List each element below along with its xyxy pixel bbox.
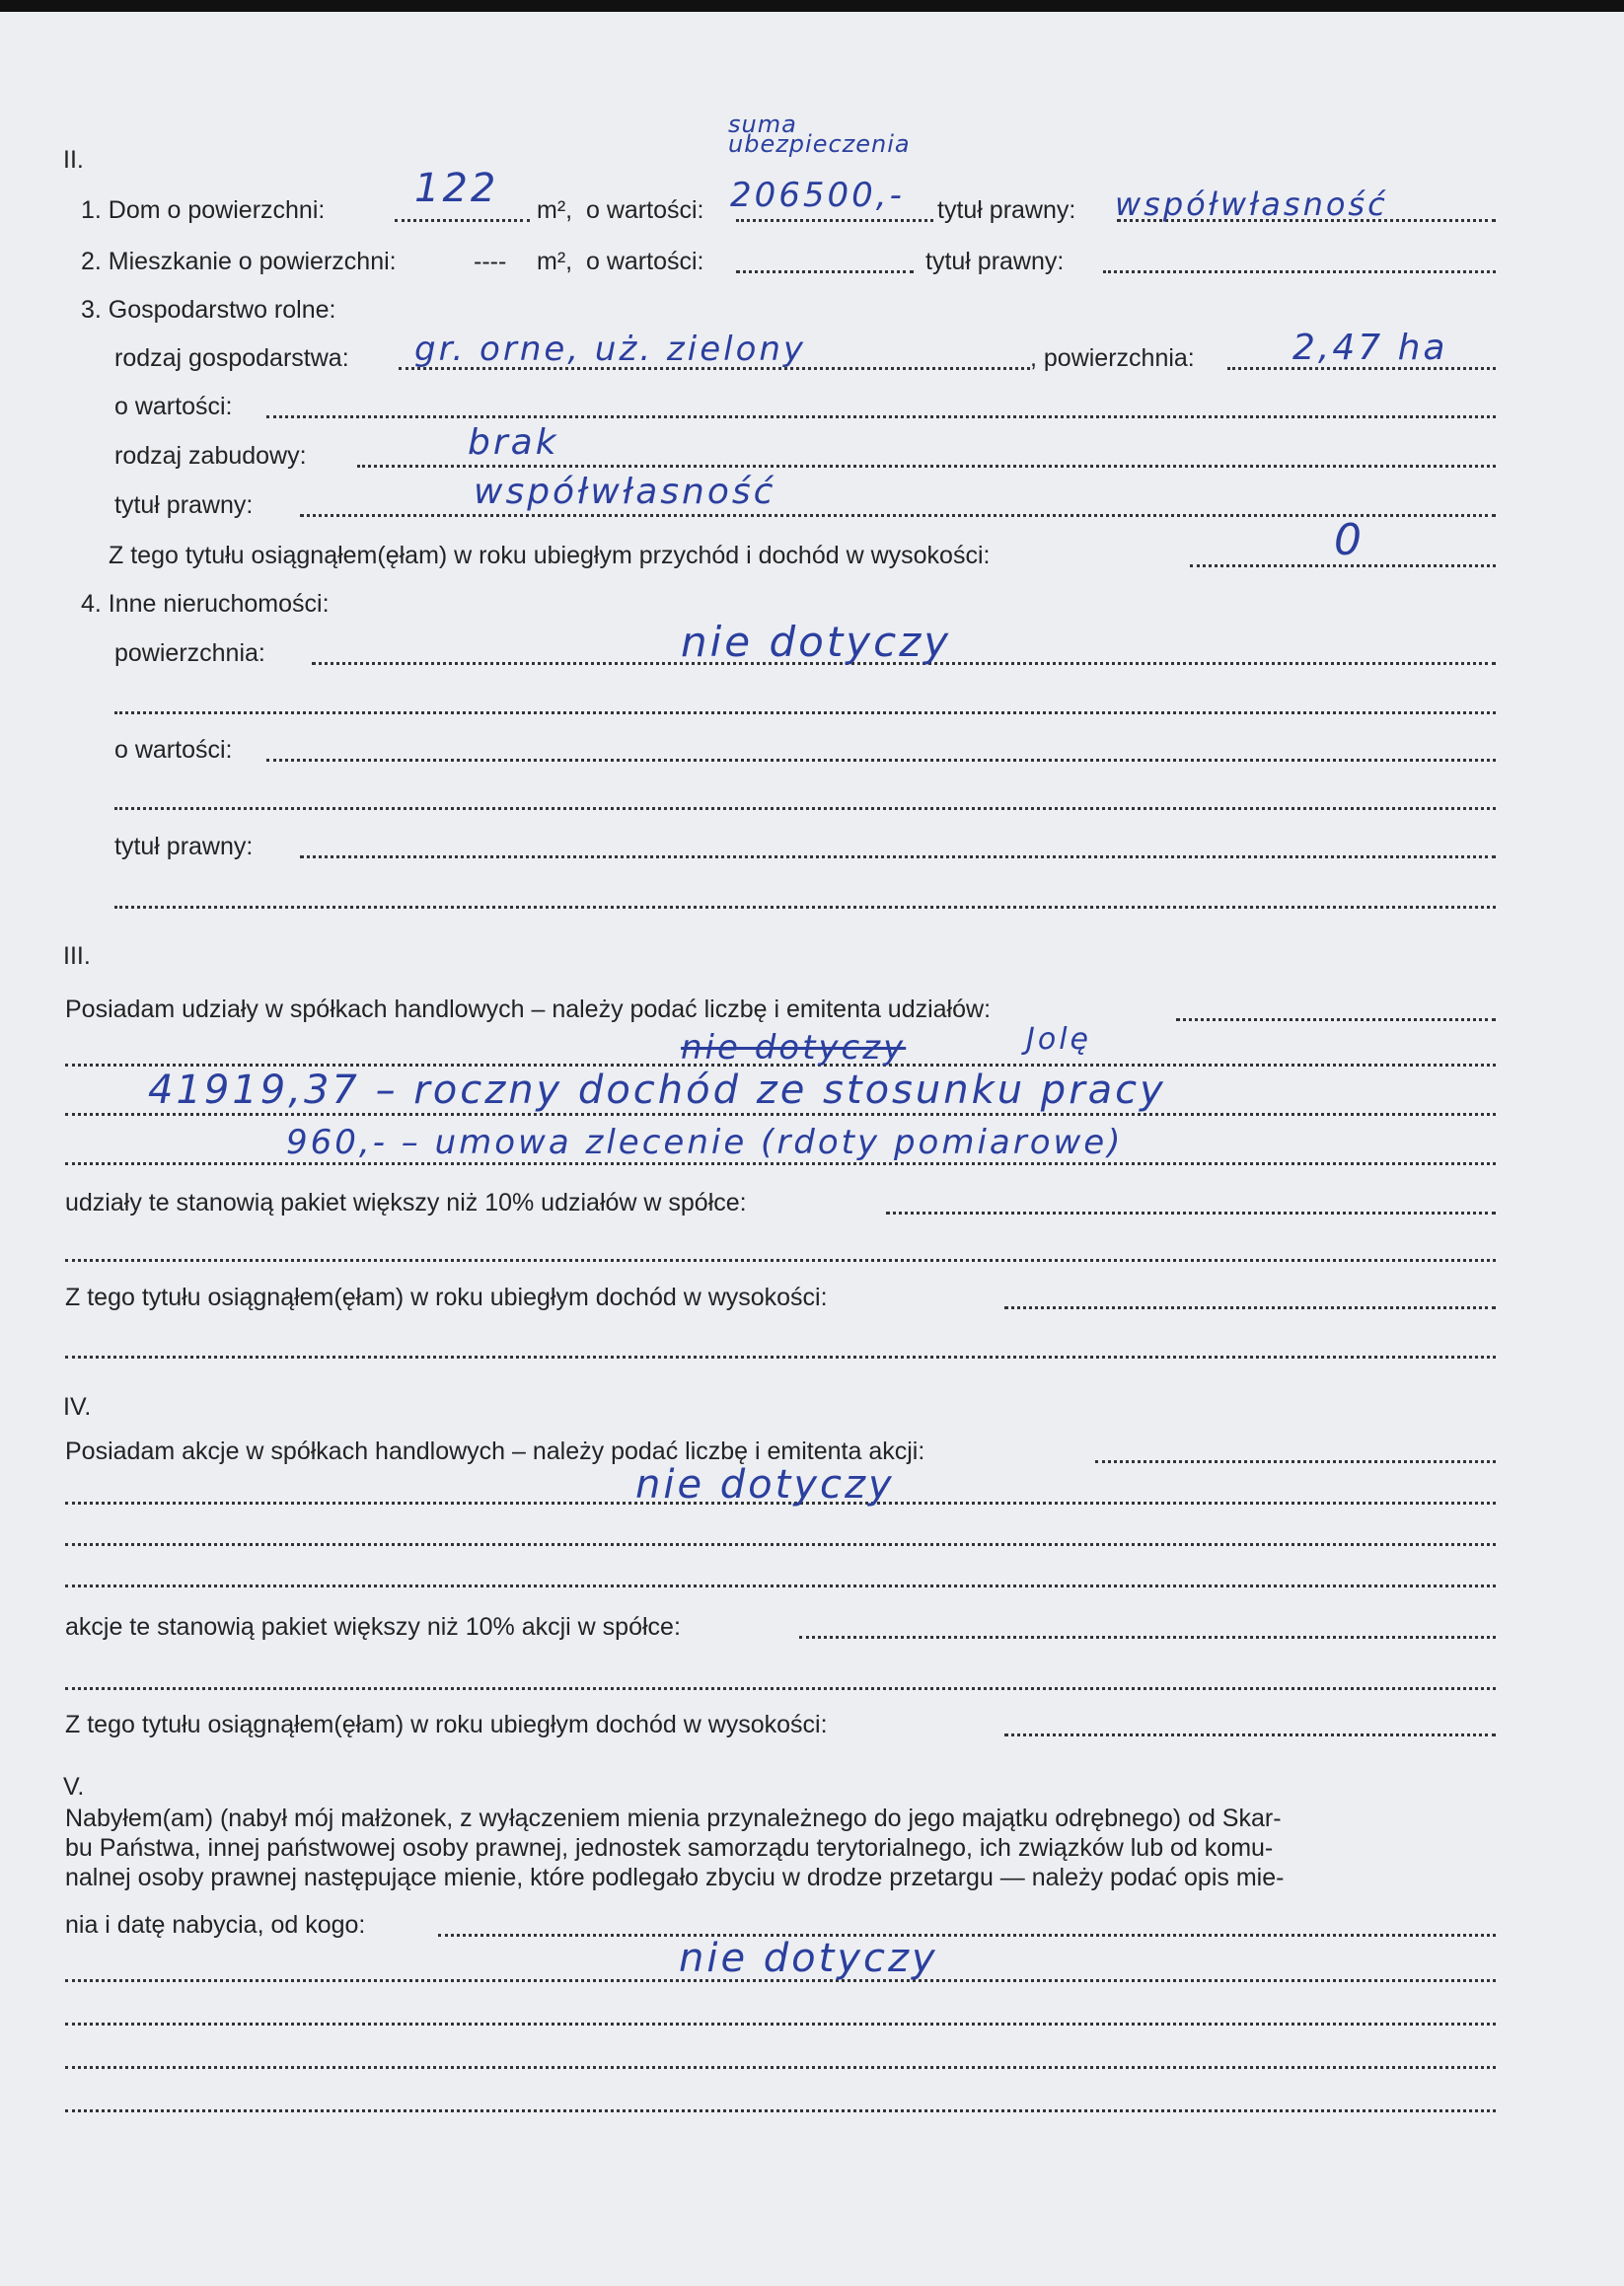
sec3-line1: Posiadam udziały w spółkach handlowych – należy podać liczbę i emitenta udziałów: — [65, 996, 992, 1023]
gosp-wart-label: o wartości: — [114, 393, 233, 420]
section-v-title: V. — [63, 1773, 85, 1801]
gosp-rodzaj-label: rodzaj gospodarstwa: — [114, 344, 349, 372]
sec5-line1-dots — [438, 1934, 1496, 1937]
handwritten-note-ubezpieczenia: ubezpieczenia — [728, 130, 911, 158]
dom-area-line — [395, 219, 530, 222]
mieszkanie-title-line — [1103, 270, 1496, 273]
sec4-line1: Posiadam akcje w spółkach handlowych – należy podać liczbę i emitenta akcji: — [65, 1438, 925, 1465]
dom-unit: m², — [537, 196, 573, 224]
inne-pow-value: nie dotyczy — [681, 618, 952, 666]
sec3-handwritten-1: 41919,37 – roczny dochód ze stosunku pracy — [148, 1068, 1166, 1113]
gosp-zab-label: rodzaj zabudowy: — [114, 442, 307, 470]
gosp-zab-value: brak — [468, 422, 559, 463]
dom-value: 206500,- — [730, 176, 905, 215]
mieszkanie-value-line — [736, 270, 914, 273]
mieszkanie-title-label: tytuł prawny: — [925, 248, 1065, 275]
sec3-struck-value: nie dotyczy — [681, 1028, 907, 1068]
section-ii-title: II. — [63, 146, 84, 174]
gosp-wart-line — [266, 415, 1496, 418]
inne-tytul-line — [300, 855, 1496, 858]
sec4-line1-dots — [1095, 1460, 1496, 1463]
sec5-para-line4: nia i datę nabycia, od kogo: — [65, 1911, 366, 1939]
sec4-line4-dots — [65, 1585, 1496, 1587]
sec4-handwritten: nie dotyczy — [635, 1462, 895, 1508]
gosp-tytul-label: tytuł prawny: — [114, 491, 254, 519]
sec4-income-line — [1004, 1733, 1496, 1736]
gosp-income-value: 0 — [1334, 515, 1365, 565]
sec3-income-extra-line — [65, 1356, 1496, 1359]
dom-title-label: tytuł prawny: — [937, 196, 1076, 224]
inne-tytul-extra-line — [114, 906, 1496, 909]
sec4-pakiet-label: akcje te stanowią pakiet większy niż 10% akcji w spółce: — [65, 1613, 681, 1641]
inne-pow-label: powierzchnia: — [114, 639, 265, 667]
section-iv-title: IV. — [63, 1393, 92, 1421]
dom-value-label: o wartości: — [586, 196, 704, 224]
sec3-pakiet-label: udziały te stanowią pakiet większy niż 10% udziałów w spółce: — [65, 1189, 747, 1217]
inne-label: 4. Inne nieruchomości: — [81, 590, 330, 618]
sec5-para-line1: Nabyłem(am) (nabył mój małżonek, z wyłączeniem mienia przynależnego do jego majątku odrębnego) od Skar- — [65, 1805, 1282, 1832]
gosp-rodzaj-value: gr. orne, uż. zielony — [414, 330, 807, 369]
sec3-line4-dots — [65, 1162, 1496, 1165]
gosp-pow-label: , powierzchnia: — [1030, 344, 1195, 372]
mieszkanie-unit: m², — [537, 248, 573, 275]
section-iii-title: III. — [63, 942, 91, 970]
dom-title-value: współwłasność — [1115, 185, 1388, 223]
sec5-line3-dots — [65, 2023, 1496, 2026]
sec3-handwritten-2: 960,- – umowa zlecenie (rdoty pomiarowe) — [286, 1123, 1124, 1162]
sec4-pakiet-line — [799, 1636, 1496, 1639]
gosp-zab-line — [357, 465, 1496, 468]
sec4-line3-dots — [65, 1543, 1496, 1546]
sec3-line1-dots — [1176, 1018, 1496, 1021]
mieszkanie-label: 2. Mieszkanie o powierzchni: — [81, 248, 397, 275]
sec4-pakiet-extra-line — [65, 1687, 1496, 1690]
sec3-income-label: Z tego tytułu osiągnąłem(ęłam) w roku ubiegłym dochód w wysokości: — [65, 1284, 828, 1311]
sec5-line5-dots — [65, 2109, 1496, 2112]
sec3-pakiet-line — [886, 1212, 1496, 1215]
gosp-income-label: Z tego tytułu osiągnąłem(ęłam) w roku ubiegłym przychód i dochód w wysokości: — [109, 542, 991, 569]
gosp-tytul-value: współwłasność — [474, 472, 776, 512]
mieszkanie-area: ---- — [474, 248, 507, 275]
sec5-handwritten: nie dotyczy — [679, 1936, 938, 1981]
handwritten-note-suma: suma — [728, 111, 797, 138]
dom-area-value: 122 — [414, 166, 499, 211]
sec3-struck-note: Jolę — [1026, 1022, 1091, 1057]
inne-wart-label: o wartości: — [114, 736, 233, 764]
sec5-para-line2: bu Państwa, innej państwowej osoby prawnej, jednostek samorządu terytorialnego, ich związków lub od komu- — [65, 1834, 1274, 1862]
gosp-pow-value: 2,47 ha — [1292, 328, 1448, 368]
gosp-tytul-line — [300, 514, 1496, 517]
sec5-para-line3: nalnej osoby prawnej następujące mienie, które podlegało zbyciu w drodze przetargu — należy podać opis mie- — [65, 1864, 1285, 1891]
dom-label: 1. Dom o powierzchni: — [81, 196, 326, 224]
sec4-income-label: Z tego tytułu osiągnąłem(ęłam) w roku ubiegłym dochód w wysokości: — [65, 1711, 828, 1738]
sec3-pakiet-extra-line — [65, 1259, 1496, 1262]
sec3-income-line — [1004, 1306, 1496, 1309]
gosp-label: 3. Gospodarstwo rolne: — [81, 296, 336, 324]
dom-value-line — [736, 219, 933, 222]
sec3-line3-dots — [65, 1113, 1496, 1116]
inne-wart-line — [266, 759, 1496, 762]
inne-wart-extra-line — [114, 807, 1496, 810]
inne-tytul-label: tytuł prawny: — [114, 833, 254, 860]
mieszkanie-value-label: o wartości: — [586, 248, 704, 275]
sec5-line4-dots — [65, 2066, 1496, 2069]
scan-edge — [0, 0, 1624, 12]
inne-extra-line — [114, 711, 1496, 714]
